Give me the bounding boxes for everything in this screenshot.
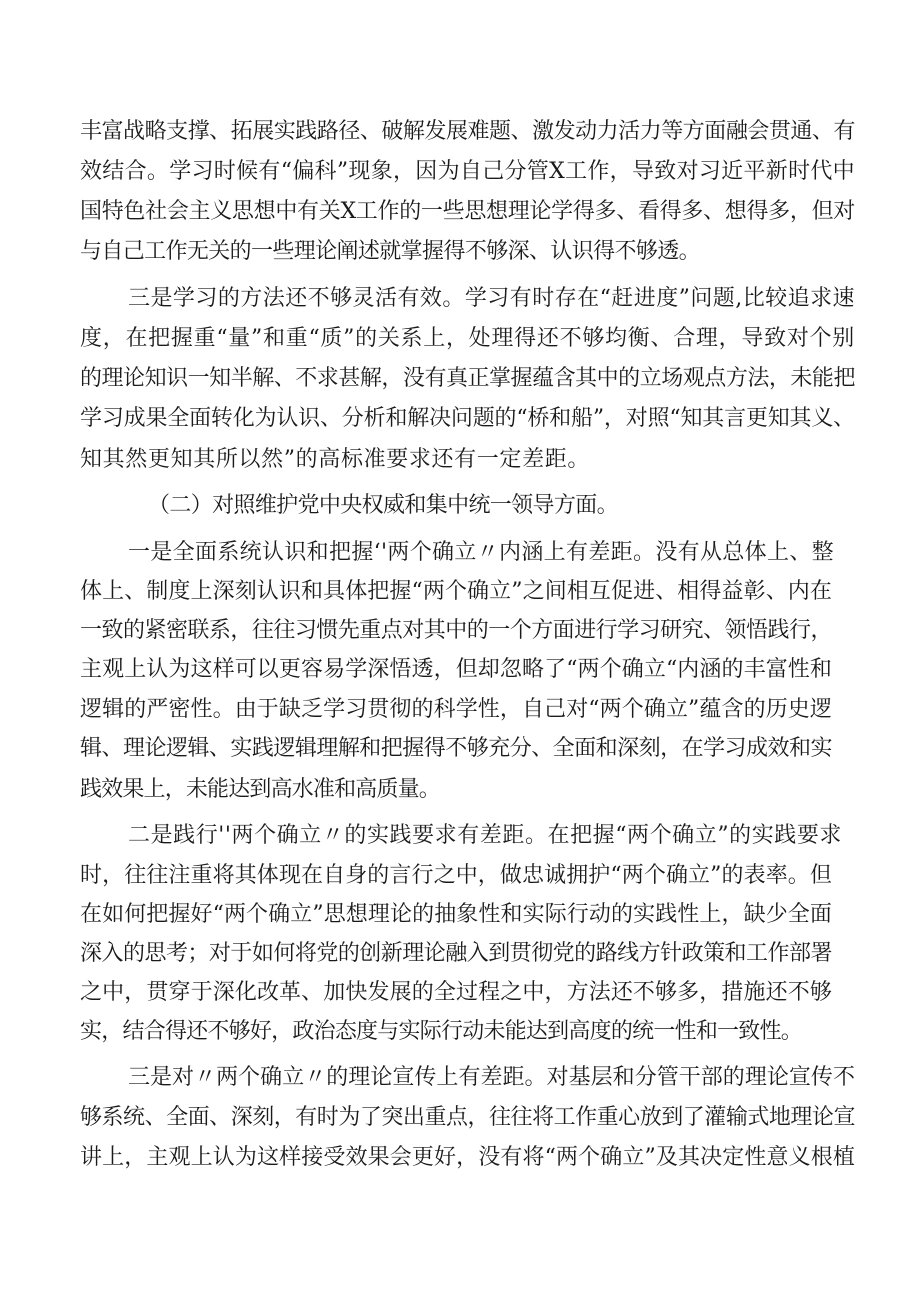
text-line: 逻辑的严密性。由于缺乏学习贯彻的科学性，自己对“两个确立”蕴含的历史逻 <box>80 697 832 722</box>
text-line: 辑、理论逻辑、实践逻辑理解和把握得不够充分、全面和深刻，在学习成效和实 <box>80 736 832 761</box>
text-line: 一致的紧密联系，往往习惯先重点对其中的一个方面进行学习研究、领悟践行， <box>80 618 832 643</box>
text-line: 丰富战略支撑、拓展实践路径、破解发展难题、激发动力活力等方面融会贯通、有 <box>80 119 855 144</box>
text-line: 度，在把握重“量”和重“质”的关系上，处理得还不够均衡、合理，导致对个别 <box>80 326 855 351</box>
text-line: 学习成果全面转化为认识、分析和解决问题的“桥和船”，对照“知其言更知其义、 <box>80 406 855 431</box>
text-line: 二是践行''两个确立〃的实践要求有差距。在把握“两个确立”的实践要求 <box>128 823 842 848</box>
text-line: 知其然更知其所以然”的高标准要求还有一定差距。 <box>80 447 590 472</box>
text-line: 时，往往注重将其体现在自身的言行之中，做忠诚拥护“两个确立”的表率。但 <box>80 863 832 888</box>
text-line: 实，结合得还不够好，政治态度与实际行动未能达到高度的统一性和一致性。 <box>80 1019 802 1044</box>
text-line: 够系统、全面、深刻，有时为了突出重点，往往将工作重心放到了灌输式地理论宣 <box>80 1105 855 1130</box>
text-line: 三是学习的方法还不够灵活有效。学习有时存在“赶进度”问题,比较追求速 <box>128 286 855 311</box>
text-line: 践效果上，未能达到高水准和高质量。 <box>80 777 440 802</box>
text-line: 国特色社会主义思想中有关X工作的一些思想理论学得多、看得多、想得多，但对 <box>80 199 855 224</box>
text-line: 的理论知识一知半解、不求甚解，没有真正掌握蕴含其中的立场观点方法，未能把 <box>80 366 855 391</box>
section-heading: （二）对照维护党中央权威和集中统一领导方面。 <box>148 493 618 518</box>
text-line: 主观上认为这样可以更容易学深悟透，但却忽略了“两个确立“内涵的丰富性和 <box>80 657 832 682</box>
text-line: 在如何把握好“两个确立”思想理论的抽象性和实际行动的实践性上，缺少全面 <box>80 902 832 927</box>
text-line: 效结合。学习时候有“偏科”现象，因为自己分管X工作，导致对习近平新时代中 <box>80 159 855 184</box>
text-line: 深入的思考；对于如何将党的创新理论融入到贯彻党的路线方针政策和工作部署 <box>80 941 832 966</box>
text-line: 一是全面系统认识和把握‘'两个确立〃内涵上有差距。没有从总体上、整 <box>128 540 834 565</box>
text-line: 体上、制度上深刻认识和具体把握“两个确立”之间相互促进、相得益彰、内在 <box>80 579 832 604</box>
text-line: 讲上，主观上认为这样接受效果会更好，没有将“两个确立”及其决定性意义根植 <box>80 1145 855 1170</box>
text-line: 与自己工作无关的一些理论阐述就掌握得不够深、认识得不够透。 <box>80 239 700 264</box>
text-line: 三是对〃两个确立〃的理论宣传上有差距。对基层和分管干部的理论宣传不 <box>128 1065 855 1090</box>
text-line: 之中，贯穿于深化改革、加快发展的全过程之中，方法还不够多，措施还不够 <box>80 980 832 1005</box>
